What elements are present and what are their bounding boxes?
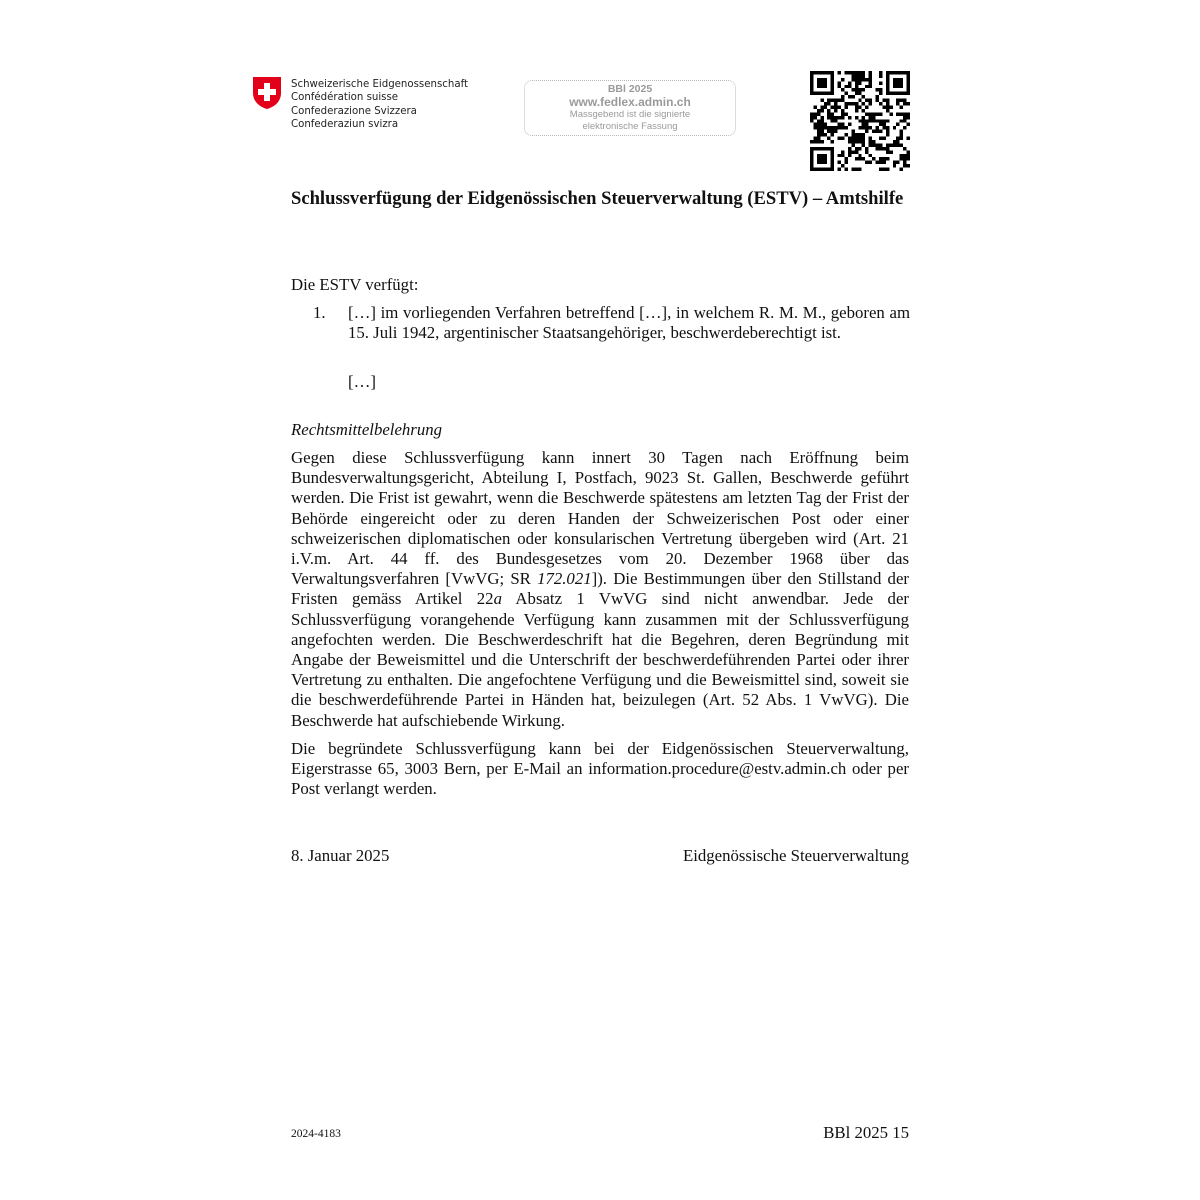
remedy-text-part2: ]). Die Bestimmungen über den Stillstand der Fristen gemäss Artikel 22: [291, 569, 909, 609]
document-title: Schlussverfügung der Eidgenössischen Steuerverwaltung (ESTV) – Amtshilfe: [291, 188, 904, 209]
stamp-note-2: elektronische Fassung: [582, 120, 678, 132]
confederation-line-rm: Confederaziun svizra: [291, 119, 399, 131]
issuing-authority: Eidgenössische Steuerverwaltung: [682, 846, 909, 865]
document-date: 8. Januar 2025: [291, 846, 390, 865]
article-letter: a: [493, 589, 502, 609]
qr-code-icon: [810, 71, 910, 171]
confederation-line-it: Confederazione Svizzera: [291, 105, 417, 117]
page-reference: BBl 2025 15: [823, 1123, 909, 1142]
remedy-paragraph: [291, 448, 909, 731]
swiss-cross-icon: [252, 76, 282, 110]
request-paragraph-text: Die begründete Schlussverfügung kann bei der Eidgenössischen Steuerverwaltung, Eigerstrasse 65, 3003 Bern, per E-Mail an information.procedure@estv.admin.ch oder per Post verlangt werden.: [291, 739, 909, 799]
list-item-ellipsis: […]: [348, 372, 376, 391]
remedy-text-part3: Absatz 1 VwVG sind nicht anwendbar. Jede der Schlussverfügung vorangehende Verfügung kann zusammen mit der Schlussverfügung angefochten werden. Die Beschwerdeschrift hat die Begehren, deren Begründung mit Angabe der Beweismittel und die Unterschrift der beschwerdeführenden Partei oder ihrer Vertretung zu enthalten. Die angefochtene Verfügung und die Beweismittel sind, soweit sie die beschwerdeführende Partei in Händen hat, beizulegen (Art. 52 Abs. 1 VwVG). Die Beschwerde hat aufschiebende Wirkung.: [291, 589, 909, 730]
request-paragraph: [291, 739, 909, 800]
list-item-text: […] im vorliegenden Verfahren betreffend […], in welchem R. M. M., geboren am 15. Juli 1942, argentinischer Staatsangehöriger, beschwerdeberechtigt ist.: [348, 303, 910, 343]
confederation-line-de: Schweizerische Eidgenossenschaft: [291, 79, 468, 90]
list-item-number: 1.: [313, 303, 326, 322]
stamp-bbl: BBl 2025: [607, 83, 653, 95]
document-id: 2024-4183: [291, 1128, 341, 1140]
stamp-note-1: Massgebend ist die signierte: [569, 109, 691, 120]
remedy-text-part1: Gegen diese Schlussverfügung kann innert 30 Tagen nach Eröffnung beim Bundesverwaltungsgericht, Abteilung I, Postfach, 9023 St. Gallen, Beschwerde geführt werden. Die Frist ist gewahrt, wenn die Beschwerde spätestens am letzten Tag der Frist der Behörde eingereicht oder zu deren Handen der Schweizerischen Post oder einer schweizerischen diplomatischen oder konsularischen Vertretung übergeben wird (Art. 21 i.V.m. Art. 44 ff. des Bundesgesetzes vom 20. Dezember 1968 über das Verwaltungsverfahren [VwVG; SR: [291, 448, 909, 589]
remedy-heading: Rechtsmittelbelehrung: [291, 420, 442, 439]
publication-stamp: [524, 80, 736, 136]
stamp-url: www.fedlex.admin.ch: [569, 95, 691, 109]
confederation-line-fr: Confédération suisse: [291, 92, 399, 104]
sr-number: 172.021: [537, 569, 592, 589]
decision-intro: Die ESTV verfügt:: [291, 275, 419, 294]
confederation-name-block: [291, 78, 468, 132]
